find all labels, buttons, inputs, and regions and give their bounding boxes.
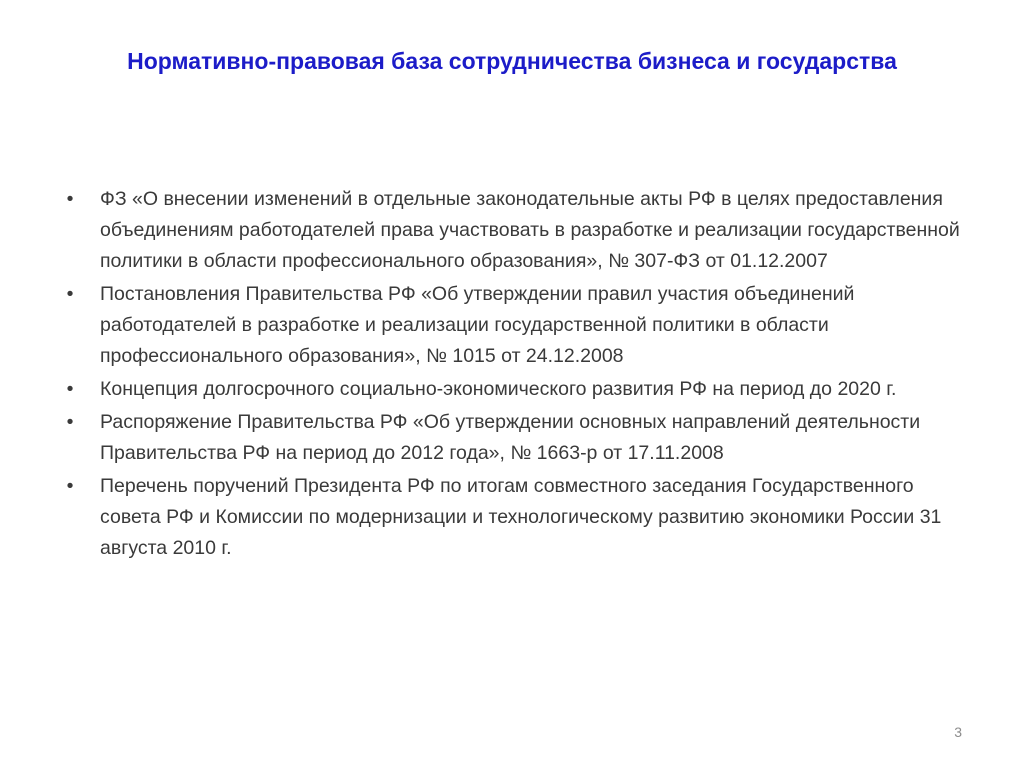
bullet-item — [62, 471, 972, 564]
bullet-icon: • — [66, 283, 74, 305]
bullet-icon: • — [66, 411, 74, 433]
bullet-list — [62, 184, 972, 566]
slide-title: Нормативно-правовая база сотрудничества бизнеса и государства — [127, 48, 897, 74]
bullet-item — [62, 374, 972, 405]
bullet-item — [62, 407, 972, 469]
bullet-text: ФЗ «О внесении изменений в отдельные законодательные акты РФ в целях предоставления объединениям работодателей права участвовать в разработке и реализации государственной политики в области профессионального образования», № 307-ФЗ от 01.12.2007 — [100, 188, 960, 272]
bullet-icon: • — [66, 475, 74, 497]
bullet-text: Концепция долгосрочного социально-экономического развития РФ на период до 2020 г. — [100, 378, 897, 400]
bullet-text: Перечень поручений Президента РФ по итогам совместного заседания Государственного совета РФ и Комиссии по модернизации и технологическому развитию экономики России 31 августа 2010 г. — [100, 475, 942, 559]
bullet-item — [62, 279, 972, 372]
bullet-icon: • — [66, 188, 74, 210]
bullet-text: Распоряжение Правительства РФ «Об утверждении основных направлений деятельности Правительства РФ на период до 2012 года», № 1663-р от 17.11.2008 — [100, 411, 921, 464]
page-number: 3 — [954, 724, 962, 740]
bullet-icon: • — [66, 378, 74, 400]
bullet-text: Постановления Правительства РФ «Об утверждении правил участия объединений работодателей в разработке и реализации государственной политики в области профессионального образования», № 1015 от 24.12.2008 — [100, 283, 855, 367]
bullet-item — [62, 184, 972, 277]
